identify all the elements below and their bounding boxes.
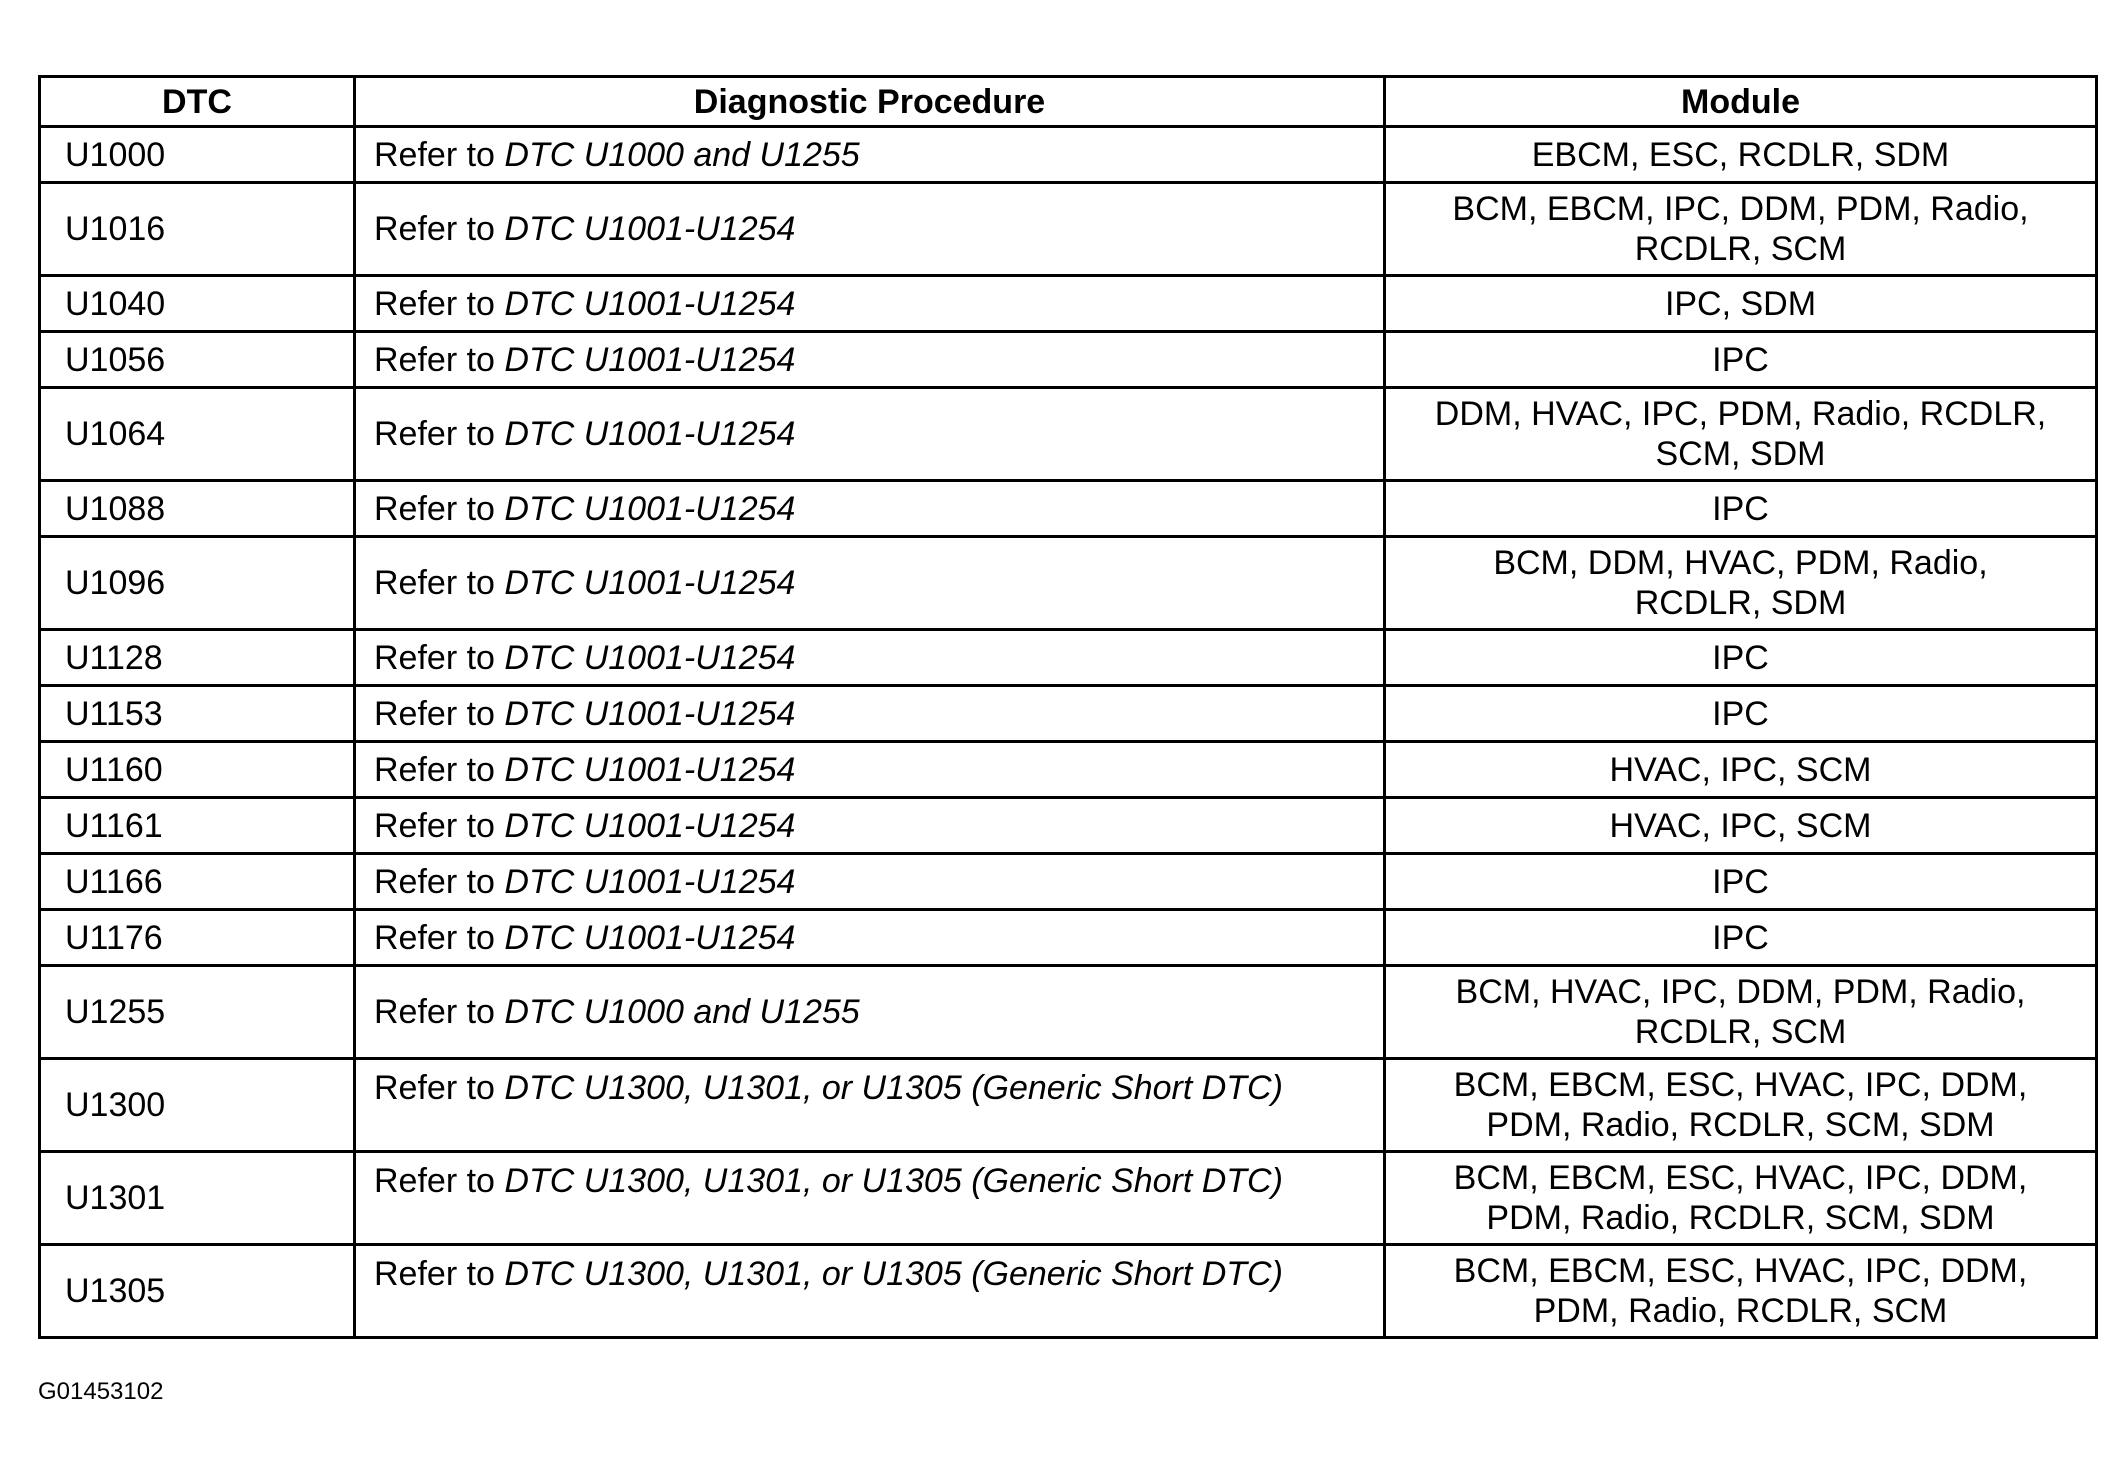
dtc-code: U1166 xyxy=(40,854,355,910)
procedure-reference: DTC U1001-U1254 xyxy=(504,638,796,677)
dtc-code: U1056 xyxy=(40,332,355,388)
table-row xyxy=(40,798,2097,854)
table-row xyxy=(40,1152,2097,1245)
module-cell: IPC xyxy=(1385,332,2097,388)
procedure-prefix: Refer to xyxy=(374,135,505,174)
procedure-prefix: Refer to xyxy=(374,284,505,323)
dtc-code: U1161 xyxy=(40,798,355,854)
module-line: BCM, DDM, HVAC, PDM, Radio, xyxy=(1493,544,1988,582)
module-line: RCDLR, SCM xyxy=(1634,230,1847,268)
procedure-prefix: Refer to xyxy=(374,1162,505,1200)
table-row xyxy=(40,630,2097,686)
dtc-code: U1016 xyxy=(40,183,355,276)
module-cell: IPC xyxy=(1385,910,2097,966)
module-line: BCM, EBCM, IPC, DDM, PDM, Radio, xyxy=(1452,190,2029,228)
dtc-code: U1160 xyxy=(40,742,355,798)
procedure-prefix: Refer to xyxy=(374,694,505,733)
dtc-code: U1000 xyxy=(40,127,355,183)
procedure-prefix: Refer to xyxy=(374,1255,505,1293)
module-line: RCDLR, SCM xyxy=(1634,1013,1847,1051)
procedure-reference: DTC U1000 and U1255 xyxy=(504,135,860,174)
procedure-reference: DTC U1001-U1254 xyxy=(504,489,796,528)
procedure-reference: DTC U1000 and U1255 xyxy=(504,993,860,1031)
table-row xyxy=(40,388,2097,481)
header-module: Module xyxy=(1385,77,2097,127)
table-row xyxy=(40,183,2097,276)
procedure-prefix: Refer to xyxy=(374,750,505,789)
module-cell: HVAC, IPC, SCM xyxy=(1385,742,2097,798)
procedure-reference: DTC U1300, U1301, or U1305 (Generic Short DTC) xyxy=(504,1069,1283,1107)
procedure-prefix: Refer to xyxy=(374,415,505,453)
procedure-cell xyxy=(355,537,1385,630)
dtc-code: U1153 xyxy=(40,686,355,742)
procedure-cell xyxy=(355,742,1385,798)
module-cell: IPC xyxy=(1385,854,2097,910)
procedure-reference: DTC U1001-U1254 xyxy=(504,806,796,845)
module-line: BCM, HVAC, IPC, DDM, PDM, Radio, xyxy=(1455,973,2026,1011)
module-line: BCM, EBCM, ESC, HVAC, IPC, DDM, xyxy=(1453,1159,2028,1197)
procedure-reference: DTC U1001-U1254 xyxy=(504,340,796,379)
dtc-code: U1096 xyxy=(40,537,355,630)
procedure-cell xyxy=(355,910,1385,966)
table-row xyxy=(40,127,2097,183)
procedure-reference: DTC U1001-U1254 xyxy=(504,415,796,453)
dtc-code: U1088 xyxy=(40,481,355,537)
procedure-cell xyxy=(355,332,1385,388)
procedure-reference: DTC U1001-U1254 xyxy=(504,694,796,733)
procedure-reference: DTC U1300, U1301, or U1305 (Generic Short DTC) xyxy=(504,1162,1283,1200)
procedure-cell xyxy=(355,1245,1385,1338)
table-row xyxy=(40,910,2097,966)
module-line: DDM, HVAC, IPC, PDM, Radio, RCDLR, xyxy=(1434,395,2047,433)
procedure-prefix: Refer to xyxy=(374,993,505,1031)
procedure-cell xyxy=(355,630,1385,686)
module-line: PDM, Radio, RCDLR, SCM, SDM xyxy=(1486,1199,1995,1237)
dtc-table xyxy=(38,75,2098,1339)
module-cell xyxy=(1385,1245,2097,1338)
procedure-cell xyxy=(355,276,1385,332)
procedure-cell xyxy=(355,388,1385,481)
dtc-code: U1040 xyxy=(40,276,355,332)
table-row xyxy=(40,332,2097,388)
module-line: SCM, SDM xyxy=(1655,435,1826,473)
procedure-prefix: Refer to xyxy=(374,638,505,677)
dtc-code: U1301 xyxy=(40,1152,355,1245)
dtc-code: U1255 xyxy=(40,966,355,1059)
module-cell: IPC xyxy=(1385,630,2097,686)
module-line: PDM, Radio, RCDLR, SCM xyxy=(1533,1292,1948,1330)
module-cell xyxy=(1385,1059,2097,1152)
module-line: RCDLR, SDM xyxy=(1634,584,1847,622)
table-row xyxy=(40,1245,2097,1338)
procedure-reference: DTC U1001-U1254 xyxy=(504,862,796,901)
procedure-prefix: Refer to xyxy=(374,210,505,248)
table-row xyxy=(40,854,2097,910)
procedure-cell xyxy=(355,854,1385,910)
procedure-prefix: Refer to xyxy=(374,1069,505,1107)
procedure-reference: DTC U1001-U1254 xyxy=(504,564,796,602)
procedure-cell xyxy=(355,481,1385,537)
procedure-prefix: Refer to xyxy=(374,862,505,901)
procedure-reference: DTC U1001-U1254 xyxy=(504,918,796,957)
module-cell xyxy=(1385,388,2097,481)
procedure-cell xyxy=(355,966,1385,1059)
table-row xyxy=(40,966,2097,1059)
procedure-prefix: Refer to xyxy=(374,564,505,602)
procedure-cell xyxy=(355,1152,1385,1245)
module-cell xyxy=(1385,966,2097,1059)
dtc-code: U1128 xyxy=(40,630,355,686)
procedure-cell xyxy=(355,1059,1385,1152)
table-row xyxy=(40,1059,2097,1152)
table-row xyxy=(40,742,2097,798)
module-cell xyxy=(1385,183,2097,276)
procedure-prefix: Refer to xyxy=(374,806,505,845)
module-cell: IPC xyxy=(1385,686,2097,742)
module-cell xyxy=(1385,1152,2097,1245)
table-row xyxy=(40,686,2097,742)
header-diagnostic-procedure: Diagnostic Procedure xyxy=(355,77,1385,127)
procedure-prefix: Refer to xyxy=(374,340,505,379)
module-cell: IPC xyxy=(1385,481,2097,537)
module-cell: EBCM, ESC, RCDLR, SDM xyxy=(1385,127,2097,183)
dtc-code: U1176 xyxy=(40,910,355,966)
procedure-cell xyxy=(355,798,1385,854)
procedure-reference: DTC U1001-U1254 xyxy=(504,750,796,789)
dtc-code: U1064 xyxy=(40,388,355,481)
header-dtc: DTC xyxy=(40,77,355,127)
header-row xyxy=(40,77,2097,127)
module-cell xyxy=(1385,537,2097,630)
figure-id: G01453102 xyxy=(38,1378,164,1405)
dtc-code: U1300 xyxy=(40,1059,355,1152)
procedure-cell xyxy=(355,686,1385,742)
procedure-reference: DTC U1300, U1301, or U1305 (Generic Short DTC) xyxy=(504,1255,1283,1293)
table-row xyxy=(40,537,2097,630)
table-row xyxy=(40,481,2097,537)
procedure-prefix: Refer to xyxy=(374,489,505,528)
dtc-code: U1305 xyxy=(40,1245,355,1338)
table-row xyxy=(40,276,2097,332)
module-cell: IPC, SDM xyxy=(1385,276,2097,332)
procedure-prefix: Refer to xyxy=(374,918,505,957)
procedure-cell xyxy=(355,127,1385,183)
procedure-cell xyxy=(355,183,1385,276)
module-line: BCM, EBCM, ESC, HVAC, IPC, DDM, xyxy=(1453,1066,2028,1104)
module-line: BCM, EBCM, ESC, HVAC, IPC, DDM, xyxy=(1453,1252,2028,1290)
procedure-reference: DTC U1001-U1254 xyxy=(504,210,796,248)
module-line: PDM, Radio, RCDLR, SCM, SDM xyxy=(1486,1106,1995,1144)
procedure-reference: DTC U1001-U1254 xyxy=(504,284,796,323)
module-cell: HVAC, IPC, SCM xyxy=(1385,798,2097,854)
